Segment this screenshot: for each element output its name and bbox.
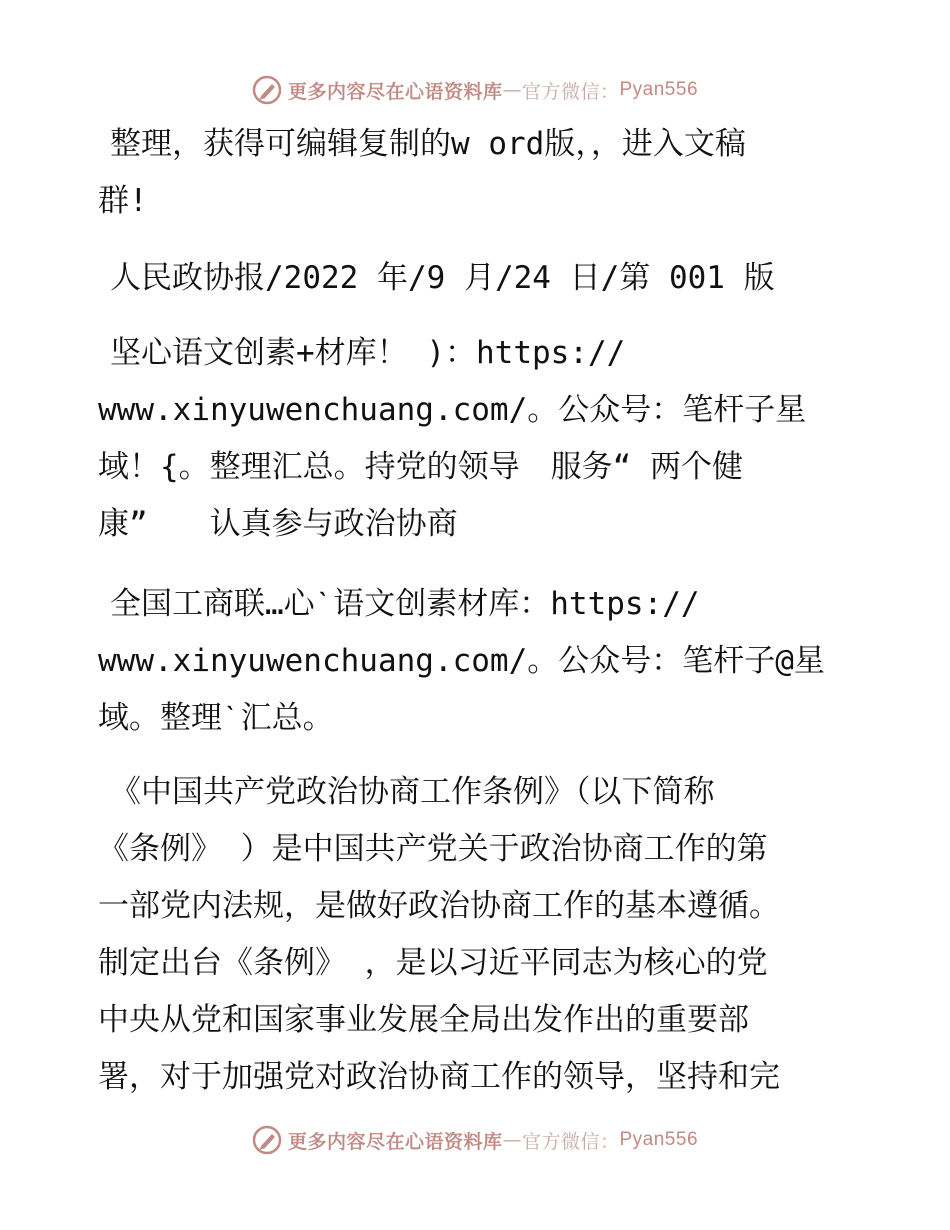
- paragraph-source: [98, 250, 858, 307]
- text-line: 坚心语文创素+材库！ )：https://: [110, 335, 626, 371]
- header-watermark-banner: [0, 70, 950, 110]
- text-line: 全国工商联…心ˋ语文创素材库：https://: [110, 586, 700, 622]
- paragraph-headline: [98, 325, 858, 553]
- text-line: 域！{。整理汇总。持党的领导 服务“ 两个健: [98, 449, 743, 485]
- text-line: 《条例》 ）是中国共产党关于政治协商工作的第: [98, 831, 768, 867]
- banner-brand-text: 更多内容尽在心语资料库: [287, 80, 503, 103]
- banner-separator: —: [502, 79, 522, 101]
- text-line: 整理，获得可编辑复制的w ord版，，进入文稿: [110, 126, 746, 162]
- paragraph-body: [98, 764, 858, 1106]
- banner-account-id: Pyan556: [619, 79, 699, 100]
- banner-wechat-label: 官方微信：: [521, 80, 620, 103]
- text-line: 署，对于加强党对政治协商工作的领导，坚持和完: [98, 1059, 780, 1095]
- banner-account-id: Pyan556: [619, 1129, 699, 1150]
- pen-seal-logo-icon: [252, 75, 282, 105]
- banner-separator: —: [502, 1129, 522, 1151]
- text-line: 域。整理ˋ汇总。: [98, 700, 334, 736]
- footer-watermark-banner: [0, 1120, 950, 1160]
- banner-wechat-label: 官方微信：: [521, 1130, 620, 1153]
- paragraph-intro: [98, 116, 858, 230]
- text-line: www.xinyuwenchuang.com/。公众号：笔杆子星: [98, 392, 807, 428]
- text-line: 中央从党和国家事业发展全局出发作出的重要部: [98, 1002, 749, 1038]
- paragraph-author: [98, 576, 858, 747]
- pen-seal-logo-icon: [252, 1125, 282, 1155]
- text-line: 群!: [98, 183, 148, 219]
- text-line: 人民政协报/2022 年/9 月/24 日/第 001 版: [110, 260, 775, 296]
- text-line: www.xinyuwenchuang.com/。公众号：笔杆子@星: [98, 643, 825, 679]
- text-line: 制定出台《条例》 ，是以习近平同志为核心的党: [98, 945, 768, 981]
- text-line: 一部党内法规，是做好政治协商工作的基本遵循。: [98, 888, 780, 924]
- text-line: 《中国共产党政治协商工作条例》（以下简称: [110, 774, 715, 810]
- text-line: 康” 认真参与政治协商: [98, 506, 458, 542]
- banner-brand-text: 更多内容尽在心语资料库: [287, 1130, 503, 1153]
